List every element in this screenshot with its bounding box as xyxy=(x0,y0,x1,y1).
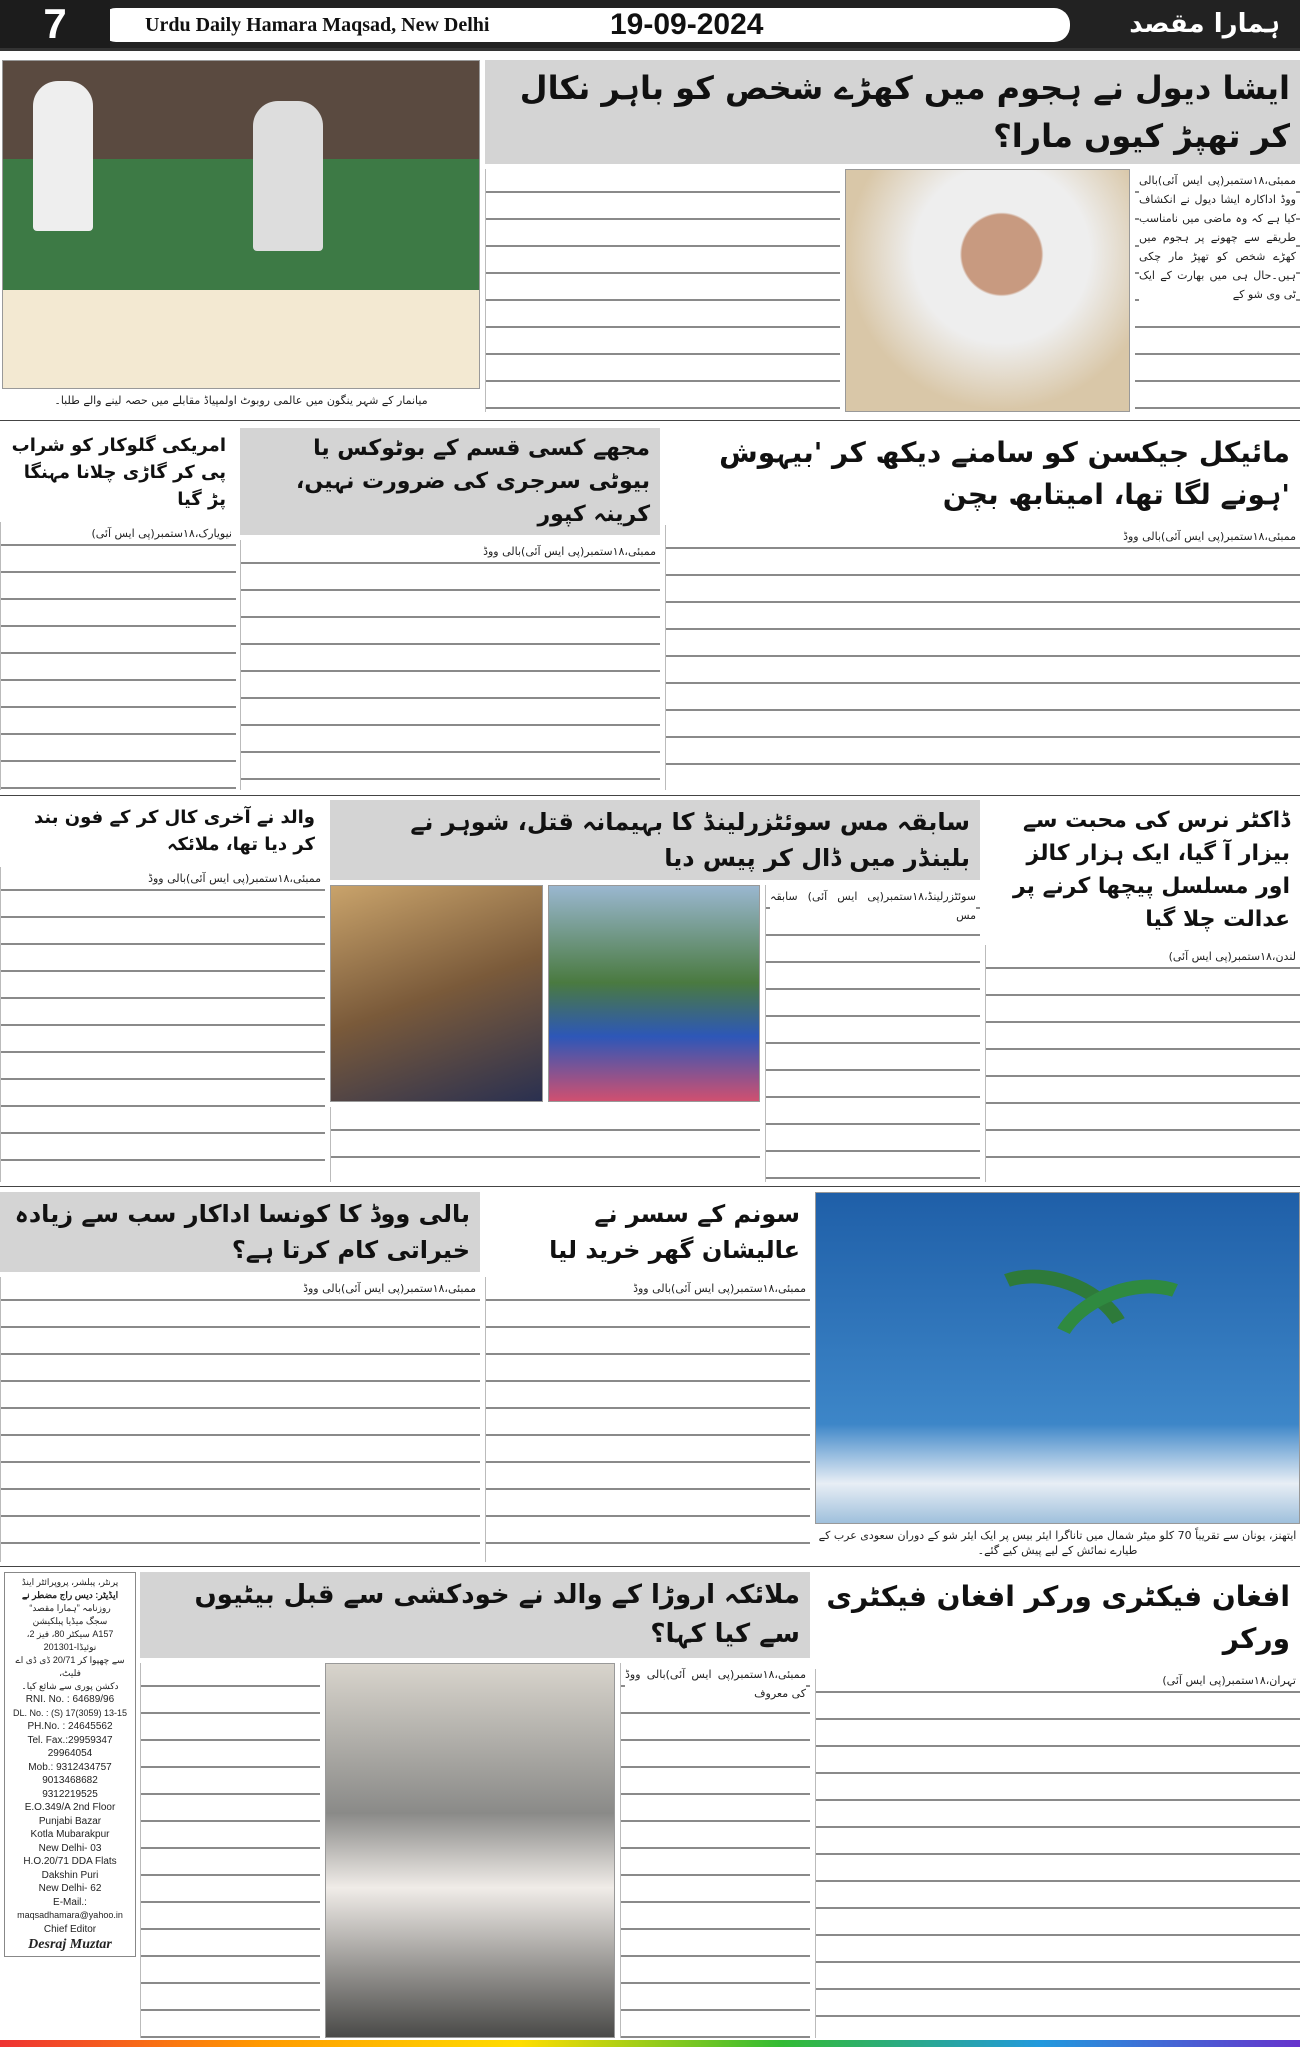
article-lead: ممبئی،۱۸ستمبر(پی ایس آئی)بالی ووڈ xyxy=(5,869,321,888)
article-lead: لندن،۱۸ستمبر(پی ایس آئی) xyxy=(990,947,1296,966)
couple-photo xyxy=(330,885,543,1102)
phone: PH.No. : 24645562 xyxy=(27,1721,113,1732)
article-malaika-call-body xyxy=(0,867,325,1182)
article-jackson xyxy=(665,428,1300,790)
imprint-line: ایڈیٹر: دیس راج مضطر نے xyxy=(21,1590,119,1600)
esha-deol-photo xyxy=(845,169,1130,412)
article-charity-body xyxy=(0,1277,480,1562)
article-singer xyxy=(0,428,236,790)
mobile-2: 9013468682 xyxy=(42,1775,98,1786)
article-charity xyxy=(0,1192,480,1562)
mobile: Mob.: 9312434757 xyxy=(28,1761,112,1773)
headline-charity-actor[interactable]: بالی ووڈ کا کونسا اداکار سب سے زیادہ خیراتی کام کرتا ہے؟ xyxy=(0,1192,480,1272)
headline-miss-switzerland[interactable]: سابقہ مس سوئٹزرلینڈ کا بہیمانہ قتل، شوہر نے بلینڈر میں ڈال کر پیس دیا xyxy=(330,800,980,880)
headline-kareena[interactable]: مجھے کسی قسم کے بوٹوکس یا بیوٹی سرجری کی ضرورت نہیں، کرینہ کپور xyxy=(240,428,660,535)
article-kareena-body xyxy=(240,540,660,790)
article-afghan-body xyxy=(815,1669,1300,2038)
article-switzerland-body-cont xyxy=(330,1107,760,1182)
article-lead: ممبئی،۱۸ستمبر(پی ایس آئی)بالی ووڈ xyxy=(5,1279,476,1298)
address-line: E.O.349/A 2nd Floor xyxy=(24,1802,116,1813)
article-nurse-body xyxy=(985,945,1300,1182)
article-switzerland-body xyxy=(765,885,980,1182)
fax: Tel. Fax.:29959347 xyxy=(27,1734,113,1746)
article-lead: ممبئی،۱۸ستمبر(پی ایس آئی)بالی ووڈ xyxy=(245,542,656,561)
mobile-3: 9312219525 xyxy=(42,1788,98,1800)
article-kareena xyxy=(240,428,660,790)
chief-editor-name: Desraj Muztar xyxy=(28,1937,112,1952)
article-lead: ممبئی،۱۸ستمبر(پی ایس آئی)بالی ووڈ xyxy=(490,1279,806,1298)
email-label: E-Mail.: xyxy=(53,1896,87,1908)
article-lead: سوئٹزرلینڈ،۱۸ستمبر(پی ایس آئی) سابقہ مس xyxy=(770,887,976,925)
masthead-imprint xyxy=(4,1572,136,1957)
address-line: H.O.20/71 DDA Flats xyxy=(23,1856,117,1867)
headline-malaika-father[interactable]: ملائکہ اروڑا کے والد نے خودکشی سے قبل بیٹیوں سے کیا کہا؟ xyxy=(140,1572,810,1658)
email-address[interactable]: maqsadhamara@yahoo.in xyxy=(17,1910,123,1920)
logo-text: ہمارا مقصد xyxy=(1129,9,1280,39)
article-lead: نیویارک،۱۸ستمبر(پی ایس آئی) xyxy=(5,524,232,543)
article-esha-deol xyxy=(485,60,1300,412)
newspaper-logo xyxy=(1129,4,1280,44)
imprint-line: A157 سیکٹر 80، فیز 2، نوئیڈا-201301 xyxy=(26,1629,114,1652)
robot-olympiad-photo xyxy=(2,60,480,389)
article-sonam-body xyxy=(485,1277,810,1562)
article-malaika-call xyxy=(0,800,325,1182)
page-number: 7 xyxy=(0,0,110,48)
article-lead: ممبئی،۱۸ستمبر(پی ایس آئی)بالی ووڈ کی معروف xyxy=(625,1665,806,1703)
article-lead: ممبئی،۱۸ستمبر(پی ایس آئی)بالی ووڈ xyxy=(670,527,1296,546)
air-show-jets-photo xyxy=(815,1192,1300,1524)
article-lead: تہران،۱۸ستمبر(پی ایس آئی) xyxy=(820,1671,1296,1690)
imprint-urdu xyxy=(6,1576,134,1693)
issue-date: 19-09-2024 xyxy=(610,8,764,41)
article-lead: ممبئی،۱۸ستمبر(پی ایس آئی)بالی ووڈ اداکارہ ایشا دیول نے انکشاف کیا ہے کہ وہ ماضی میں نامناسب طریقے سے چھونے پر ہجوم میں کھڑے شخص کو تھپڑ مار چکی ہیں۔حال ہی میں بھارت کے ایک ٹی وی شو کے xyxy=(1139,171,1296,304)
imprint-line: دکشن پوری سے شائع کیا۔ xyxy=(21,1681,119,1691)
address-line: Kotla Mubarakpur xyxy=(30,1829,110,1840)
headline-doctor-nurse[interactable]: ڈاکٹر نرس کی محبت سے بیزار آ گیا، ایک ہزار کالز اور مسلسل پیچھا کرنے پر عدالت چلا گیا xyxy=(1013,808,1290,932)
headline-afghan-worker[interactable]: افغان فیکٹری ورکر افغان فیکٹری ورکر xyxy=(826,1580,1290,1655)
article-malaika-father-body xyxy=(620,1663,810,2038)
malaika-family-photo xyxy=(325,1663,615,2038)
article-afghan xyxy=(815,1572,1300,2038)
address-line: New Delhi- 62 xyxy=(38,1883,102,1894)
headline-sonam[interactable]: سونم کے سسر نے عالیشان گھر خرید لیا xyxy=(549,1200,800,1264)
article-nurse xyxy=(985,800,1300,1182)
jets-photo-block xyxy=(815,1192,1300,1562)
article-malaika-father-body-left xyxy=(140,1663,320,2038)
fax-2: 29964054 xyxy=(47,1748,93,1759)
header-rule xyxy=(0,48,1300,51)
address-line: Punjabi Bazar xyxy=(38,1815,102,1827)
jets-photo-caption: ایتھنز، یونان سے تقریباً 70 کلو میٹر شمال میں تاناگرا ایئر بیس پر ایک ایئر شو کے دوران سعودی عرب کے طیارے نمائش کے لیے پیش کیے گئے۔ xyxy=(818,1529,1297,1557)
headline-esha-deol[interactable]: ایشا دیول نے ہجوم میں کھڑے شخص کو باہر نکال کر تھپڑ کیوں مارا؟ xyxy=(485,60,1300,164)
divider xyxy=(0,1566,1300,1567)
rni-number: RNI. No. : 64689/96 xyxy=(25,1694,115,1705)
mother-baby-photo xyxy=(548,885,761,1102)
article-esha-deol-body xyxy=(1135,169,1300,412)
article-jackson-body xyxy=(665,525,1300,790)
divider xyxy=(0,1186,1300,1187)
divider xyxy=(0,420,1300,421)
divider xyxy=(0,795,1300,796)
headline-malaika-call[interactable]: والد نے آخری کال کر کے فون بند کر دیا تھا، ملائکہ xyxy=(34,807,315,855)
address-line: New Delhi- 03 xyxy=(38,1842,102,1854)
article-sonam xyxy=(485,1192,810,1562)
robot-photo-caption: میانمار کے شہر ینگون میں عالمی روبوٹ اولمپیاڈ مقابلے میں حصہ لینے والے طلبا۔ xyxy=(54,394,428,407)
address-line: Dakshin Puri xyxy=(41,1869,99,1881)
paper-name: Urdu Daily Hamara Maqsad, New Delhi xyxy=(145,14,490,36)
article-esha-deol-body-left xyxy=(485,169,840,412)
footer-color-strip xyxy=(0,2040,1300,2047)
imprint-line: پرنٹر، پبلشر، پروپرائٹر اینڈ xyxy=(21,1577,119,1587)
imprint-line: سے چھپوا کر 20/71 ڈی ڈی اے فلیٹ، xyxy=(15,1655,125,1678)
article-malaika-father xyxy=(140,1572,810,2038)
article-singer-body xyxy=(0,522,236,790)
headline-american-singer[interactable]: امریکی گلوکار کو شراب پی کر گاڑی چلانا مہنگا پڑ گیا xyxy=(11,435,226,510)
chief-editor-label: Chief Editor xyxy=(43,1923,97,1935)
dl-number: DL. No. : (S) 17(3059) 13-15 xyxy=(12,1707,128,1718)
article-switzerland xyxy=(330,800,980,1182)
robot-photo-block xyxy=(2,60,480,412)
headline-amitabh-jackson[interactable]: مائیکل جیکسن کو سامنے دیکھ کر 'بیہوش 'ہونے لگا تھا، امیتابھ بچن xyxy=(719,436,1290,511)
imprint-line: روزنامہ ”ہمارا مقصد“ xyxy=(29,1603,111,1613)
imprint-line: سجگ میڈیا پبلکیشن xyxy=(32,1616,108,1626)
